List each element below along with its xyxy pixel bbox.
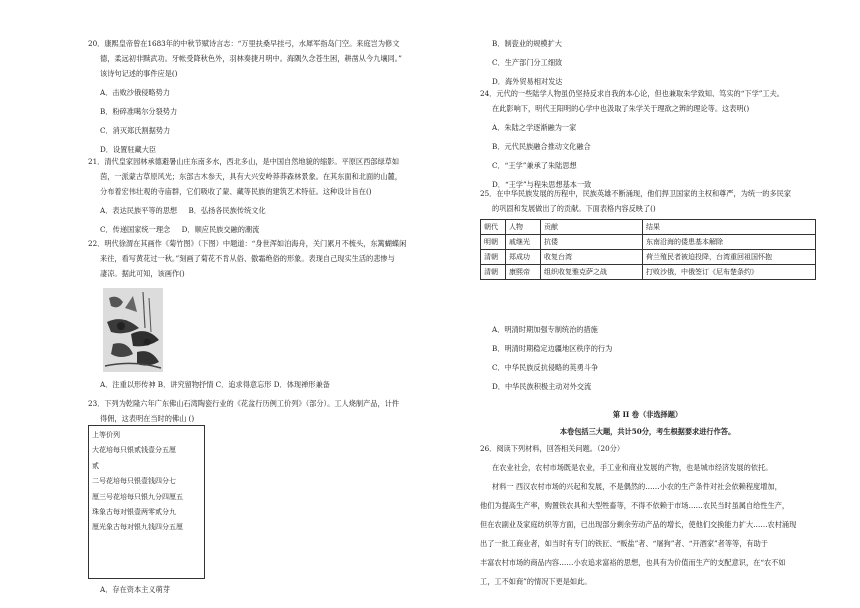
q22-options	[88, 377, 423, 392]
q23-option-d[interactable]: D．海外贸易相对发达	[492, 77, 563, 86]
q23-line-2: 得佣，这表明在当时的佛山 ()	[100, 414, 195, 423]
table-row	[481, 250, 816, 265]
q20-option-c[interactable]: C．消灭郑氏割据势力	[100, 126, 171, 135]
q26-material-line: 他们为提高生产率，购置铁农具和大型牲畜等，不得不依赖于市场……农民当时虽属自给性生产，	[480, 501, 790, 510]
q20-line-1: 20．康熙皇帝曾在1683年的中秋节赋诗言志：“万里扶桑早挂弓，水犀军指岛门空。来庭岂为修文	[88, 39, 400, 48]
q20-option-a[interactable]: A．击败沙俄侵略势力	[100, 88, 170, 97]
q25-options	[480, 322, 815, 394]
table-cell: 明朝	[481, 235, 506, 250]
q20-line-2: 德，柔远初非黩武功。牙帐受降秋色外，羽林奏捷月明中。海隅久念苍生困，耕凿从今九壤同。”	[100, 54, 402, 63]
q25-option-b[interactable]: B．明清时期稳定边疆地区秩序的行为	[492, 344, 613, 353]
price-list-line: 二号花培每只银壹钱四分七	[92, 477, 176, 486]
q25-line-2: 的巩固和发展做出了的贡献。下面表格内容反映了()	[492, 204, 656, 213]
question-22	[88, 236, 423, 281]
table-header-row	[481, 220, 816, 235]
q26-material-line: 但在农副业及家庭纺织等方面，已出现部分剩余劳动产品的增长，使他们交换能力扩大……农村涌现	[480, 520, 797, 529]
q26-intro: 26．阅读下列材料，回答相关问题。（20分）	[480, 444, 625, 453]
price-list-line: 大花培每只银贰钱壹分五厘	[92, 446, 176, 455]
section-2-header	[480, 407, 815, 439]
table-cell: 荷兰殖民者被迫投降，台湾重回祖国怀抱	[643, 250, 816, 265]
question-25	[480, 186, 815, 216]
table-header-cell: 结果	[643, 220, 816, 235]
price-list-box	[88, 425, 205, 579]
q21-line-2: 茵，一派蒙古草原风光；东部古木参天，具有大兴安岭莽莽森林景象。在其东面和北面的山麓，	[100, 172, 402, 181]
q22-line-3: 凄凉。据此可知，该画作()	[100, 269, 185, 278]
q23-option-c[interactable]: C．生产部门分工细致	[492, 58, 563, 67]
table-header-cell: 朝代	[481, 220, 506, 235]
table-cell: 清朝	[481, 265, 506, 280]
table-row	[481, 265, 816, 280]
q23-options-rest	[480, 36, 815, 89]
price-list-line: 厘三号花培每只银九分四厘五	[92, 492, 183, 501]
question-24	[480, 86, 815, 192]
q24-option-d[interactable]: D．“王学”与程朱思想基本一致	[492, 180, 592, 189]
section-title: 第 II 卷（非选择题）	[612, 410, 683, 419]
q25-line-1: 25．在中华民族发展的历程中，民族英雄不断涌现，他们捍卫国家的主权和尊严，为统一的多民家	[480, 189, 792, 198]
price-list-line: 贰	[92, 461, 99, 470]
q22-options-line[interactable]: A．注重以形传神 B．讲究留物抒情 C．追求得意忘形 D．体现禅形兼备	[100, 380, 330, 389]
question-20	[88, 36, 423, 157]
q20-option-d[interactable]: D．设置驻藏大臣	[100, 145, 157, 154]
question-26	[480, 441, 815, 589]
q25-option-d[interactable]: D．中华民族积极主动对外交流	[492, 382, 592, 391]
q26-material-line: 工，工不如商”的情况下更是如此。	[480, 577, 592, 586]
q23-option-b[interactable]: B．制瓷业的规模扩大	[492, 39, 562, 48]
table-header-cell: 贡献	[541, 220, 643, 235]
table-cell: 抗倭	[541, 235, 643, 250]
price-list-line: 上等价列	[92, 431, 120, 439]
question-21	[88, 154, 423, 237]
table-cell: 清朝	[481, 250, 506, 265]
q21-option-d[interactable]: D．顺应民族交融的潮流	[181, 225, 260, 234]
section-note: 本卷包括三大题，共计50分，考生根据要求进行作答。	[559, 427, 736, 436]
q20-line-3: 该诗句记述的事件应是()	[100, 69, 178, 78]
chrysanthemum-bamboo-painting	[103, 288, 163, 372]
table-cell: 打败沙俄，中俄签订《尼布楚条约》	[643, 265, 816, 280]
table-cell: 郑成功	[506, 250, 541, 265]
table-cell: 收复台湾	[541, 250, 643, 265]
q25-option-a[interactable]: A．明清时期加强专制统治的措施	[492, 325, 598, 334]
q26-material-line: 丰富农村市场的商品内容……小农追求富裕的思想，也具有为价值而生产的支配意识，在“农不如	[480, 558, 786, 567]
price-list-line: 珠象古每对银壹两零贰分九	[92, 508, 176, 517]
table-row	[481, 235, 816, 250]
q26-paragraph: 在农业社会，农村市场既是农业，手工业和商业发展的产物，也是城市经济发展的依托。	[492, 463, 773, 472]
q21-option-a[interactable]: A．表达民族平等的思想	[100, 206, 178, 215]
q23-option-a[interactable]: A．存在资本主义萌芽	[100, 585, 170, 594]
table-cell: 康熙帝	[506, 265, 541, 280]
question-23	[88, 396, 423, 426]
table-cell: 组织收复雅克萨之战	[541, 265, 643, 280]
q24-line-2: 在此影响下，明代王阳明的心学中也汲取了朱学关于理欲之辨的理论等。这表明()	[492, 104, 750, 113]
q24-option-b[interactable]: B．元代民族融合推动文化融合	[492, 142, 591, 151]
q21-line-3: 分布着宏伟壮观的寺庙群，它们吸收了蒙、藏等民族的建筑艺术特征。这种设计旨在()	[100, 187, 372, 196]
q20-option-b[interactable]: B．粉碎准噶尔分裂势力	[100, 107, 178, 116]
q22-line-2: 来往，看写黄花过一秋。”刻画了菊花不肯从俗、傲霜绝俗的形象。表现自己现实生活的悲惨与	[100, 254, 395, 263]
table-header-cell: 人物	[506, 220, 541, 235]
q24-option-c[interactable]: C．“王学”兼承了朱陆思想	[492, 161, 577, 170]
price-list-line: 厘光象古每对银九钱四分五厘	[92, 523, 183, 532]
q26-material-line: 材料一 西汉农村市场的兴起和发展，不是偶然的……小农的生产条件对社会依赖程度增加，	[492, 482, 782, 491]
q26-material-line: 出了一批工商业者，如当时有专门的铁匠、“贩盐”者、“屠狗”者、“开酒家”者等等，有助于	[480, 539, 768, 548]
q21-line-1: 21．清代皇家园林承德避暑山庄东南多水，西北多山，是中国自然地貌的缩影。平原区西部绿草如	[88, 157, 400, 166]
q22-line-1: 22．明代徐渭在其画作《菊竹图》（下图）中题道：“身世浑如泊海舟，关门累月不梳头，东篱蝴蝶闲	[88, 239, 407, 248]
q21-option-c[interactable]: C．传递国家统一理念	[100, 225, 171, 234]
table-cell: 东南沿海的倭患基本解除	[643, 235, 816, 250]
q23-line-1: 23．下列为乾隆六年广东佛山石湾陶瓷行业的《花盆行历例工价列》（部分）。工人烧制产品，计件	[88, 399, 400, 408]
table-cell: 戚继光	[506, 235, 541, 250]
q24-option-a[interactable]: A．朱陆之学逐渐融为一家	[492, 123, 577, 132]
q25-table	[480, 219, 816, 280]
q24-line-1: 24．元代的一些陆学人物虽仍坚持反求自我的本心论，但也兼取朱学致知、笃实的“下学”工夫。	[480, 89, 784, 98]
q21-option-b[interactable]: B．弘扬各民族传统文化	[188, 206, 266, 215]
q25-option-c[interactable]: C．中华民族反抗侵略的英勇斗争	[492, 363, 599, 372]
